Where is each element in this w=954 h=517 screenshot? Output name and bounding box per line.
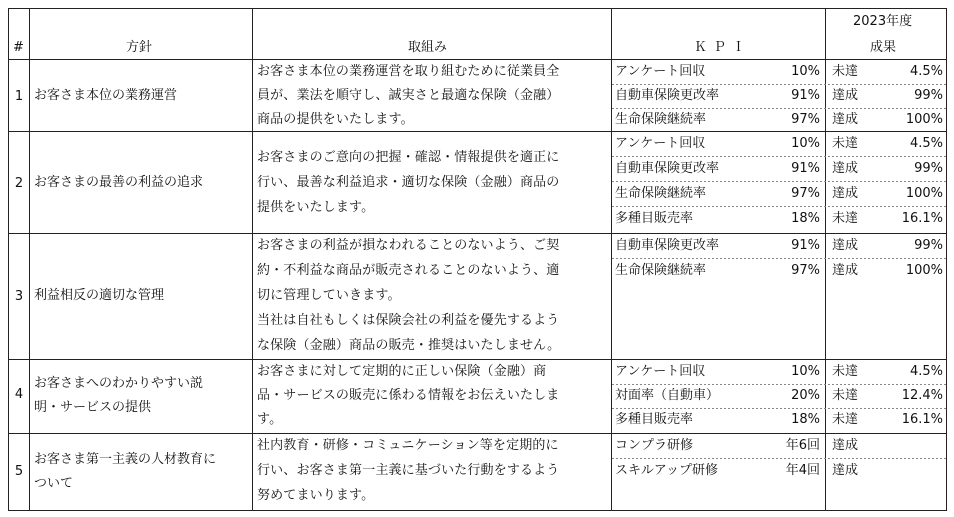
kpi-target: 97%: [791, 263, 820, 278]
policy-text: 明・サービスの提供: [34, 400, 152, 415]
row-number: 3: [14, 289, 24, 304]
kpi-status: 達成: [832, 88, 859, 103]
kpi-status: 達成: [832, 438, 859, 453]
kpi-status: 達成: [832, 263, 859, 278]
kpi-result: 100%: [905, 263, 943, 278]
kpi-result: 4.5%: [909, 136, 943, 151]
kpi-target: 20%: [791, 388, 820, 403]
header-kpi: ＫＰＩ: [694, 40, 752, 55]
kpi-name: コンプラ研修: [615, 438, 694, 453]
row-number: 5: [14, 464, 24, 479]
kpi-target: 18%: [791, 412, 820, 427]
action-line: す。: [257, 412, 283, 427]
policy-text: お客さま第一主義の人材教育に: [34, 452, 217, 467]
kpi-result: 99%: [914, 88, 943, 103]
action-line: 社内教育・研修・コミュニケーション等を定期的に: [257, 438, 559, 453]
action-line: 商品の提供をいたします。: [257, 112, 414, 127]
kpi-status: 達成: [832, 186, 859, 201]
kpi-status: 達成: [832, 238, 859, 253]
header-year: 2023年度: [853, 14, 913, 29]
kpi-target: 年6回: [785, 438, 820, 453]
kpi-target: 91%: [791, 238, 820, 253]
header-policy: 方針: [126, 40, 153, 55]
kpi-target: 10%: [791, 136, 820, 151]
policy-text: お客さま本位の業務運営: [34, 88, 178, 103]
kpi-status: 未達: [832, 64, 859, 79]
kpi-name: 自動車保険更改率: [615, 161, 720, 176]
action-line: 提供をいたします。: [257, 200, 375, 215]
kpi-result: 99%: [914, 161, 943, 176]
action-line: な保険（金融）商品の販売・推奨はいたしません。: [257, 338, 561, 353]
kpi-name: 生命保険継続率: [615, 112, 707, 127]
kpi-target: 91%: [791, 88, 820, 103]
kpi-target: 97%: [791, 112, 820, 127]
kpi-result: 100%: [905, 186, 943, 201]
action-line: 約・不利益な商品が販売されることのないよう、適: [257, 263, 560, 278]
action-line: 当社は自社もしくは保険会社の利益を優先するよう: [257, 313, 560, 328]
kpi-name: アンケート回収: [615, 136, 706, 151]
kpi-target: 10%: [791, 364, 820, 379]
kpi-target: 18%: [791, 211, 820, 226]
kpi-name: 生命保険継続率: [615, 263, 707, 278]
header-actions: 取組み: [408, 40, 448, 55]
kpi-status: 未達: [832, 136, 859, 151]
kpi-status: 未達: [832, 211, 859, 226]
action-line: お客さまのご意向の把握・確認・情報提供を適正に: [257, 150, 560, 165]
kpi-result: 16.1%: [901, 211, 943, 226]
kpi-name: 対面率（自動車）: [615, 388, 720, 403]
policy-text: ついて: [34, 476, 74, 491]
kpi-target: 91%: [791, 161, 820, 176]
kpi-name: 自動車保険更改率: [615, 88, 720, 103]
action-line: 努めてまいります。: [257, 488, 375, 503]
action-line: 切に管理していきます。: [257, 288, 401, 303]
kpi-target: 97%: [791, 186, 820, 201]
action-line: 行い、最善な利益追求・適切な保険（金融）商品の: [257, 175, 560, 190]
kpi-name: アンケート回収: [615, 64, 706, 79]
kpi-status: 達成: [832, 463, 859, 478]
kpi-result: 12.4%: [901, 388, 943, 403]
kpi-name: 生命保険継続率: [615, 186, 707, 201]
kpi-target: 10%: [791, 64, 820, 79]
kpi-result: 100%: [905, 112, 943, 127]
kpi-name: 多種目販売率: [615, 412, 694, 427]
kpi-status: 達成: [832, 112, 859, 127]
kpi-name: 多種目販売率: [615, 211, 694, 226]
policy-text: 利益相反の適切な管理: [34, 288, 165, 303]
kpi-status: 達成: [832, 161, 859, 176]
policy-text: お客さまの最善の利益の追求: [34, 175, 204, 190]
action-line: お客さまの利益が損なわれることのないよう、ご契: [257, 238, 560, 253]
header-number: #: [13, 40, 24, 55]
row-number: 1: [14, 89, 24, 104]
action-line: お客さま本位の業務運営を取り組むために従業員全: [257, 64, 560, 79]
kpi-result: 99%: [914, 238, 943, 253]
action-line: 員が、業法を順守し、誠実さと最適な保険（金融）: [257, 88, 560, 103]
action-line: 行い、お客さま第一主義に基づいた行動をするよう: [257, 463, 560, 478]
row-number: 4: [14, 387, 24, 402]
header-result: 成果: [870, 40, 897, 55]
kpi-name: 自動車保険更改率: [615, 238, 720, 253]
kpi-result: 16.1%: [901, 412, 943, 427]
row-number: 2: [14, 176, 24, 191]
kpi-target: 年4回: [785, 463, 820, 478]
kpi-status: 未達: [832, 388, 859, 403]
kpi-result: 4.5%: [909, 64, 943, 79]
action-line: 品・サービスの販売に係わる情報をお伝えいたしま: [257, 388, 560, 403]
kpi-status: 未達: [832, 364, 859, 379]
policy-text: お客さまへのわかりやすい説: [34, 376, 204, 391]
kpi-status: 未達: [832, 412, 859, 427]
action-line: お客さまに対して定期的に正しい保険（金融）商: [257, 364, 547, 379]
kpi-name: スキルアップ研修: [615, 463, 718, 478]
kpi-name: アンケート回収: [615, 364, 706, 379]
kpi-result: 4.5%: [909, 364, 943, 379]
